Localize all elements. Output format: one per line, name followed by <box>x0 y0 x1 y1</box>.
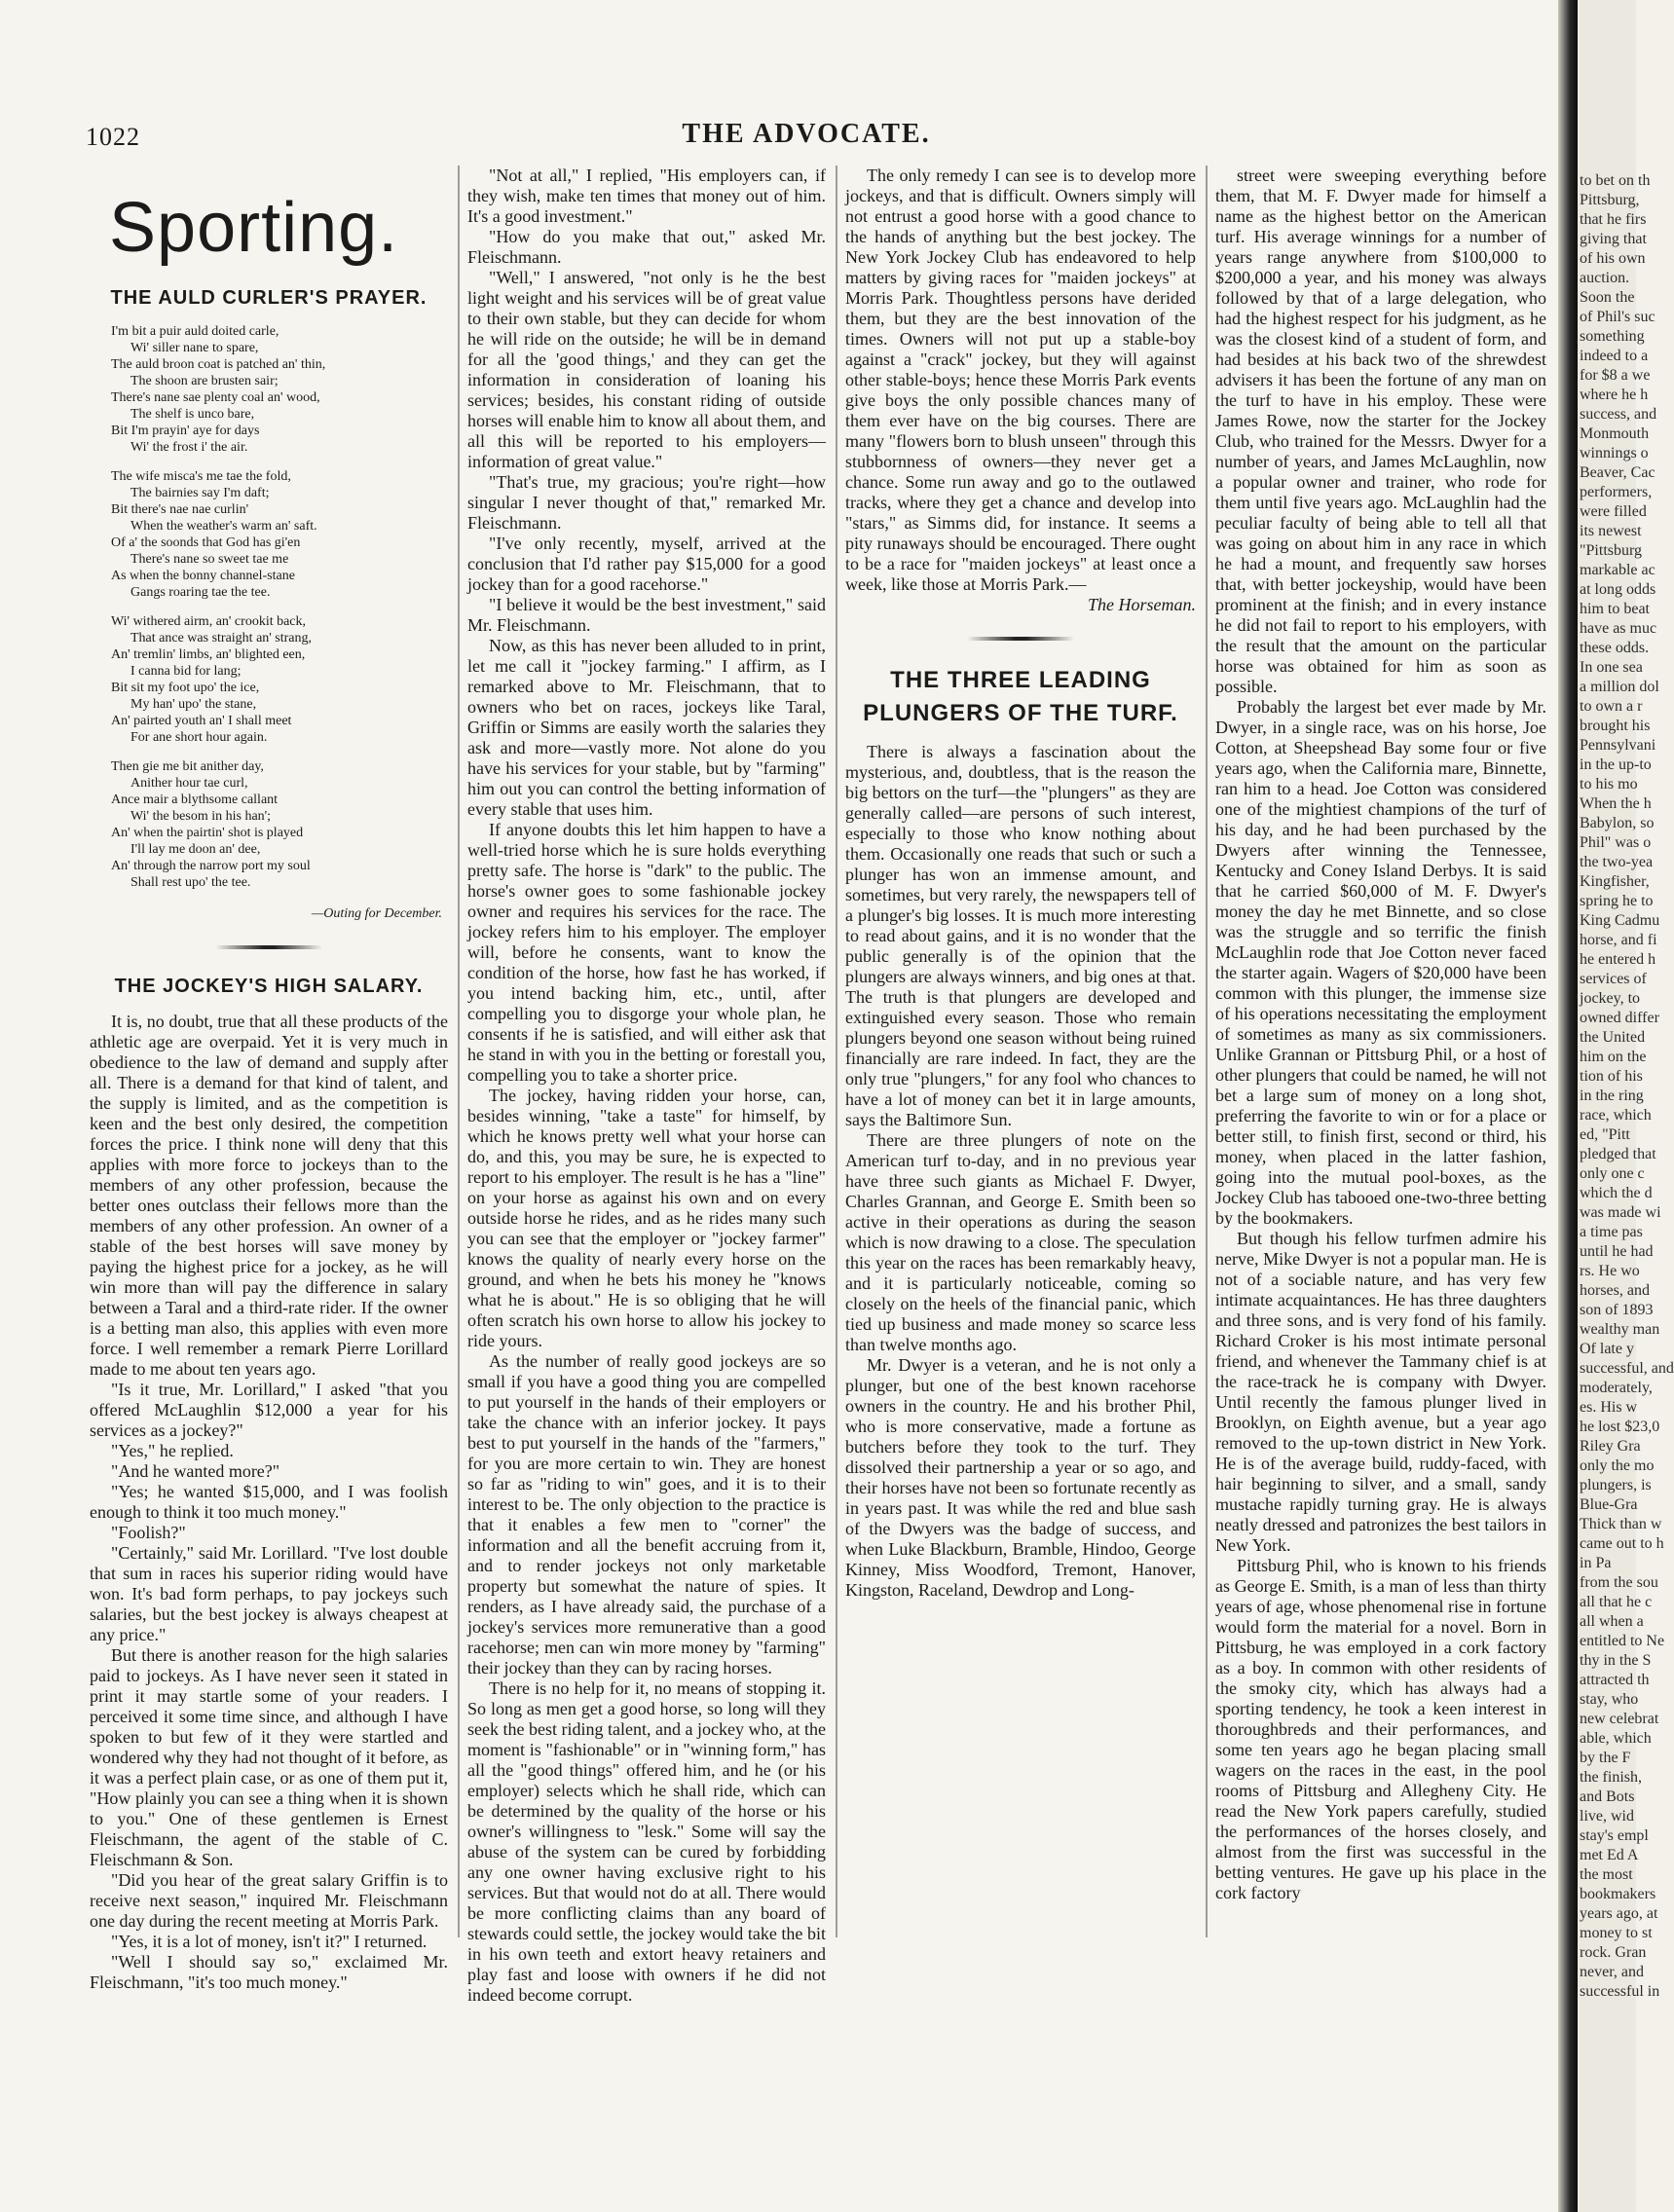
poem-line: I'll lay me doon an' dee, <box>130 842 261 857</box>
paragraph: "And he wanted more?" <box>111 1461 280 1481</box>
poem-stanza <box>111 323 448 456</box>
fragment-line: race, which <box>1580 1107 1652 1124</box>
fragment-line: King Cadmu <box>1580 912 1660 929</box>
poem-line: Wi' the frost i' the air. <box>130 440 248 455</box>
paragraph: There is no help for it, no means of stopping it. So long as men get a good horse, so long will they seek the best riding talent, and a jockey who, at the moment is "fashionable" or in "winning form," has all the "good things" offered him, and he (or his employer) selects which he shall ride, which can be determined by the quality of the horse or his owner's willingness to "lesk." Some will say the abuse of the system can be cured by forbidding any one owner having exclusive right to his services. But that would not do at all. There would be more conflicting claims than any board of stewards could settle, the jockey would take the bit in his own teeth and extort heavy retainers and play fast and loose with owners if he did not indeed become corrupt. <box>467 1678 826 2005</box>
column-1 <box>90 166 448 2205</box>
fragment-line: giving that <box>1580 231 1647 247</box>
fragment-line: its newest <box>1580 523 1642 539</box>
fragment-line: were filled <box>1580 503 1647 520</box>
poem-stanza <box>111 758 448 891</box>
fragment-line: stay, who <box>1580 1691 1639 1708</box>
poem <box>111 323 448 891</box>
poem-credit: —Outing for December. <box>311 906 442 921</box>
fragment-line: brought his <box>1580 718 1651 734</box>
paragraph: "How do you make that out," asked Mr. Fleischmann. <box>467 227 826 267</box>
article-body-jockey-part1 <box>90 1012 448 1993</box>
poem-line: An' pairted youth an' I shall meet <box>111 714 292 728</box>
fragment-line: indeed to a <box>1580 348 1649 364</box>
poem-line: An' through the narrow port my soul <box>111 859 311 873</box>
column-rule <box>1206 166 1208 1937</box>
fragment-line: In one sea <box>1580 659 1643 676</box>
poem-line: Ance mair a blythsome callant <box>111 793 279 807</box>
page-header <box>86 117 1527 156</box>
fragment-line: es. His w <box>1580 1399 1638 1416</box>
ornamental-rule <box>215 945 322 949</box>
fragment-line: Phil" was o <box>1580 834 1652 851</box>
column-3 <box>845 166 1196 2205</box>
fragment-line: success, and <box>1580 406 1657 423</box>
paragraph: There are three plungers of note on the American turf to-day, and in no previous year have three such giants as Michael F. Dwyer, Charles Grannan, and George E. Smith been so active in their operations as during the season which is now drawing to a close. The speculation this year on the races has been remarkably heavy, and it is particularly noticeable, coming so closely on the heels of the financial panic, which tied up business and made money so scarce less than twelve months ago. <box>845 1130 1196 1354</box>
fragment-line: for $8 a we <box>1580 367 1651 384</box>
fragment-line: thy in the S <box>1580 1652 1652 1669</box>
fragment-line: tion of his <box>1580 1068 1643 1085</box>
paragraph: But there is another reason for the high salaries paid to jockeys. As I have never seen it stated in print it may startle some of your readers. I perceived it some time since, and although I have spoken to but few of it they were startled and wondered why they had not thought of it before, as it was a perfect plain case, or as one of them put it, "How plainly you can see a thing when it is shown to you." One of these gentlemen is Ernest Fleischmann, the agent of the stable of C. Fleischmann & Son. <box>90 1645 448 1869</box>
column-2 <box>467 166 826 2205</box>
fragment-line: successful in <box>1580 1983 1660 2000</box>
paragraph: If anyone doubts this let him happen to have a well-tried horse which he is sure holds everything pretty safe. The horse is "dark" to the public. The horse's owner goes to some fashionable jockey owner and requires his services for the race. The jockey refers him to his employer. The employer will, before he consents, want to know the condition of the horse, how fast he has worked, if you intend backing him, etc., until, after compelling you to disgorge your whole plan, he consents if he is satisfied, and will either ask that he stand in with you in the betting or forestall you, compelling you to take a shorter price. <box>467 820 826 1085</box>
fragment-line: new celebrat <box>1580 1711 1659 1727</box>
fragment-line: spring he to <box>1580 893 1654 909</box>
fragment-line: the finish, <box>1580 1769 1642 1786</box>
paragraph: The jockey, having ridden your horse, can, besides winning, "take a taste" for himself, by which he knows pretty well what your horse can do, and this, you may be sure, he is expected to report to his employer. The result is he has a "line" on your horse as against his own and on every outside horse he rides, and as he rides many such you can see that the employer or "jockey farmer" knows the quality of nearly every horse on the ground, and when he bets his money he "knows what he is about." He is so obliging that he will often scratch his own horse to allow his jockey to ride yours. <box>467 1086 826 1350</box>
fragment-line: him on the <box>1580 1049 1647 1065</box>
page-number: 1022 <box>86 123 140 151</box>
fragment-line: Soon the <box>1580 289 1635 306</box>
fragment-line: pledged that <box>1580 1146 1656 1162</box>
poem-line: The auld broon coat is patched an' thin, <box>111 357 326 372</box>
book-gutter <box>1558 0 1578 2212</box>
adjacent-page-fragment <box>1578 0 1674 2212</box>
poem-line: My han' upo' the stane, <box>130 697 257 712</box>
poem-line: Wi' withered airm, an' crookit back, <box>111 614 307 629</box>
paragraph: "Foolish?" <box>111 1523 186 1542</box>
poem-line: Wi' siller nane to spare, <box>130 341 259 355</box>
poem-line: That ance was straight an' strang, <box>130 631 313 645</box>
fragment-line: he entered h <box>1580 951 1656 968</box>
fragment-line: in Pa <box>1580 1555 1612 1571</box>
section-title: Sporting. <box>109 189 399 267</box>
fragment-line: Pennsylvani <box>1580 737 1656 754</box>
fragment-line: he lost $23,0 <box>1580 1419 1660 1435</box>
fragment-line: rs. He wo <box>1580 1263 1640 1279</box>
poem-line: Shall rest upo' the tee. <box>130 875 251 890</box>
fragment-line: stay's empl <box>1580 1827 1649 1844</box>
paragraph: The only remedy I can see is to develop more jockeys, and that is difficult. Owners simply will not entrust a good horse with a good chance to the hands of anything but the best jockey. The New York Jockey Club has endeavored to help matters by giving races for "maiden jockeys" at Morris Park. Thoughtless persons have derided them, but they are the best innovation of the times. Owners will not put up a stable-boy against a "crack" jockey, but they will against other stable-boys; hence these Morris Park events give boys the only possible chances many of them ever have on the big courses. There are many "flowers born to blush unseen" through this stubbornness of owners—they never get a chance. Some run away and go to the outlawed tracks, where they get a chance and develop into "stars," as Simms did, for instance. It seems a pity runaways should be encouraged. There ought to be a race for "maiden jockeys" at least once a week, like those at Morris Park.— <box>845 166 1196 594</box>
paragraph: "Yes; he wanted $15,000, and I was foolish enough to think it too much money." <box>90 1482 448 1522</box>
fragment-line: Monmouth <box>1580 425 1650 442</box>
poem-line: Wi' the besom in his han'; <box>130 809 272 824</box>
fragment-line: money to st <box>1580 1925 1653 1941</box>
fragment-line: owned differ <box>1580 1010 1659 1026</box>
fragment-line: years ago, at <box>1580 1905 1658 1922</box>
paragraph: "Not at all," I replied, "His employers can, if they wish, make ten times that money out of him. It's a good investment." <box>467 166 826 226</box>
fragment-line: Thick than w <box>1580 1516 1662 1532</box>
paragraph: There is always a fascination about the mysterious, and, doubtless, that is the reason the big bettors on the turf—the "plungers" as they are generally called—are persons of such interest, especially to those who know nothing about them. Occasionally one reads that such or such a plunger has won an immense amount, and sometimes, but very rarely, the newspapers tell of a plunger's big losses. It is much more interesting to read about gains, and it is no wonder that the public generally is of the opinion that the plungers are always winners, and big ones at that. The truth is that plungers are developed and extinguished every season. Those who remain plungers beyond one season without being ruined financially are rare indeed. In fact, they are the only true "plungers," for any fool who chances to have a lot of money can bet it in large amounts, says the Baltimore Sun. <box>845 742 1196 1129</box>
fragment-line: something <box>1580 328 1645 345</box>
poem-stanza <box>111 613 448 746</box>
fragment-line: was made wi <box>1580 1204 1661 1221</box>
fragment-line: bookmakers <box>1580 1886 1656 1902</box>
fragment-line: Of late y <box>1580 1341 1634 1357</box>
paragraph: Probably the largest bet ever made by Mr. Dwyer, in a single race, was on his horse, Joe Cotton, at Sheepshead Bay some four or five years ago, when the California mare, Binnette, ran him to a head. Joe Cotton was considered one of the mightiest champions of the turf of his day, and he had been purchased by the Dwyers after winning the Tennessee, Kentucky and Coney Island Derbys. It is said that he carried $60,000 of M. F. Dwyer's money the day he met Binnette, and so close was the struggle and so terrific the finish McLaughlin rode that Joe Cotton never faced the starter again. Wagers of $20,000 have been common with this plunger, the immense size of his operations necessitating the employment of sometimes as many as six commissioners. Unlike Grannan or Pittsburg Phil, or a host of other plungers that could be named, he will not bet a large sum of money on a long shot, preferring the favorite to win or for a place or better still, to finish first, second or third, his money, when placed in the latter fashion, going into the mutual pool-boxes, as the Jockey Club has tabooed one-two-three betting by the bookmakers. <box>1215 697 1546 1228</box>
article-title-plungers: THE THREE LEADING PLUNGERS OF THE TURF. <box>863 667 1178 726</box>
fragment-line: son of 1893 <box>1580 1302 1654 1318</box>
fragment-line: Blue-Gra <box>1580 1496 1638 1513</box>
paragraph: "Is it true, Mr. Lorillard," I asked "that you offered McLaughlin $12,000 a year for his services as a jockey?" <box>90 1380 448 1440</box>
fragment-line: of his own <box>1580 250 1646 267</box>
fragment-line: until he had <box>1580 1243 1654 1260</box>
fragment-line: by the F <box>1580 1750 1631 1766</box>
paragraph: "Well," I answered, "not only is he the best light weight and his services will be of great value to their own stable, but they can decide for whom he will ride on the outside; he will be in demand for all the 'good things,' and they can get the information in consideration of loaning his services; besides, his constant riding of outside horses will enable him to know all about them, and all this will be reported to his employers—information of great value." <box>467 268 826 471</box>
article-title-curler: THE AULD CURLER'S PRAYER. <box>110 287 428 309</box>
fragment-line: horses, and <box>1580 1282 1650 1299</box>
fragment-line: jockey, to <box>1580 990 1641 1007</box>
poem-line: There's nane so sweet tae me <box>130 552 289 567</box>
fragment-line: moderately, <box>1580 1380 1653 1396</box>
fragment-line: the most <box>1580 1866 1633 1883</box>
fragment-line: only one c <box>1580 1165 1645 1182</box>
poem-stanza <box>111 468 448 601</box>
poem-line: Bit sit my foot upo' the ice, <box>111 681 260 695</box>
poem-line: Of a' the soonds that God has gi'en <box>111 535 301 550</box>
fragment-line: plungers, is <box>1580 1477 1652 1493</box>
fragment-line: horse, and fi <box>1580 932 1657 948</box>
article-body-jockey-part3 <box>845 166 1196 595</box>
fragment-line: met Ed A <box>1580 1847 1639 1863</box>
poem-line: The shelf is unco bare, <box>130 407 255 422</box>
fragment-line: a time pas <box>1580 1224 1643 1240</box>
poem-line: An' when the pairtin' shot is played <box>111 826 304 840</box>
fragment-line: these odds. <box>1580 640 1650 656</box>
running-head: THE ADVOCATE. <box>682 119 931 149</box>
fragment-line: to his mo <box>1580 776 1638 793</box>
fragment-line: came out to h <box>1580 1535 1664 1552</box>
poem-line: For ane short hour again. <box>130 730 268 745</box>
fragment-line: Beaver, Cac <box>1580 464 1655 481</box>
fragment-line: services of <box>1580 971 1647 987</box>
fragment-line: attracted th <box>1580 1672 1650 1688</box>
paragraph: Now, as this has never been alluded to in print, let me call it "jockey farming." I affirm, as I remarked above to Mr. Fleischmann, that to owners who bet on races, jockeys like Taral, Griffin or Simms are easily worth the salaries they ask and more—vastly more. Not alone do you have his services for your stable, but by "farming" him out you can control the betting information of every stable that uses him. <box>467 636 826 819</box>
fragment-line: in the ring <box>1580 1088 1644 1104</box>
paragraph: Pittsburg Phil, who is known to his friends as George E. Smith, is a man of less than thirty years of age, whose phenomenal rise in fortune would form the material for a novel. Born in Pittsburg, he was employed in a cork factory as a boy. In common with other residents of the smoky city, which has always had a sporting tendency, he took a keen interest in thoroughbreds and their performances, and some ten years ago he began placing small wagers on the races in the east, in the pool rooms of Pittsburg and Allegheny City. He read the New York papers carefully, studied the performances of the horses closely, and almost from the first was successful in the betting ventures. He gave up his place in the cork factory <box>1215 1556 1546 1902</box>
poem-line: When the weather's warm an' saft. <box>130 519 317 534</box>
fragment-line: only the mo <box>1580 1457 1655 1474</box>
paragraph: "I've only recently, myself, arrived at the conclusion that I'd rather pay $15,000 for a good jockey than for a good racehorse." <box>467 534 826 594</box>
poem-line: I canna bid for lang; <box>130 664 242 679</box>
paragraph: "Yes," he replied. <box>111 1441 234 1460</box>
fragment-line: at long odds <box>1580 581 1656 598</box>
fragment-line: in the up-to <box>1580 756 1652 773</box>
paragraph: "Yes, it is a lot of money, isn't it?" I returned. <box>111 1932 428 1951</box>
fragment-line: have as muc <box>1580 620 1657 637</box>
fragment-line: the two-yea <box>1580 854 1654 870</box>
fragment-line: Babylon, so <box>1580 815 1655 831</box>
poem-line: The bairnies say I'm daft; <box>130 486 270 500</box>
fragment-line: to bet on th <box>1580 172 1651 189</box>
fragment-line: When the h <box>1580 795 1652 812</box>
fragment-line: rock. Gran <box>1580 1944 1647 1961</box>
poem-line: I'm bit a puir auld doited carle, <box>111 324 279 339</box>
fragment-line: which the d <box>1580 1185 1653 1201</box>
poem-line: The wife misca's me tae the fold, <box>111 469 291 484</box>
fragment-line: performers, <box>1580 484 1653 500</box>
fragment-line: ed, "Pitt <box>1580 1126 1630 1143</box>
fragment-line: to own a r <box>1580 698 1643 715</box>
article-title-jockey: THE JOCKEY'S HIGH SALARY. <box>114 976 424 997</box>
poem-line: As when the bonny channel-stane <box>111 569 295 583</box>
fragment-line: successful, and <box>1580 1360 1674 1377</box>
fragment-line: him to beat <box>1580 601 1650 617</box>
poem-line: Then gie me bit anither day, <box>111 759 264 774</box>
fragment-line: able, which <box>1580 1730 1652 1747</box>
poem-line: There's nane sae plenty coal an' wood, <box>111 390 320 405</box>
article-body-plungers-part1 <box>845 742 1196 1601</box>
article-credit-jockey: The Horseman. <box>1088 595 1196 614</box>
paragraph: "I believe it would be the best investment," said Mr. Fleischmann. <box>467 595 826 635</box>
paragraph: street were sweeping everything before them, that M. F. Dwyer made for himself a name as the highest bettor on the American turf. His average winnings for a number of years range anywhere from $100,000 to $200,000 a year, and his money was always followed by that of a large delegation, who had the highest respect for his judgment, as he was the closest kind of a student of form, and had besides at his back two of the shrewdest advisers it has been the fortune of any man on the turf to have in his employ. These were James Rowe, now the starter for the Jockey Club, who trained for the Messrs. Dwyer for a number of years, and James McLaughlin, now a popular owner and trainer, who rode for them until five years ago. McLaughlin had the peculiar faculty of being able to tell all that was going on about him in any race in which he had a mount, and frequently saw horses that, with better jockeyship, would have been prominent at the finish; and in every instance he did not fail to report to his employers, with the result that the amount on the particular horse was obtained for him as soon as possible. <box>1215 166 1546 696</box>
fragment-line: never, and <box>1580 1964 1644 1980</box>
paragraph: But though his fellow turfmen admire his nerve, Mike Dwyer is not a popular man. He is not of a sociable nature, and has very few intimate acquaintances. He has three daughters and three sons, and is very fond of his family. Richard Croker is his most intimate personal friend, and whenever the Tammany chief is at the race-track he is company with Dwyer. Until recently the famous plunger lived in Brooklyn, on Eighth avenue, but a year ago removed to the up-town district in New York. He is of the average build, ruddy-faced, with hair beginning to silver, and a small, sandy mustache rapidly turning gray. He is always neatly dressed and patronizes the best tailors in New York. <box>1215 1229 1546 1555</box>
fragment-line: from the sou <box>1580 1574 1658 1591</box>
paragraph: "Well I should say so," exclaimed Mr. Fleischmann, "it's too much money." <box>90 1952 448 1992</box>
ornamental-rule <box>967 637 1074 641</box>
paragraph: As the number of really good jockeys are so small if you have a good thing you are compelled to put yourself in the hands of their employers or take the chance with an inferior jockey. It pays best to put yourself in the hands of the "farmers," for you are more certain to win. They are honest so far as "riding to win" goes, and it is to their interest to be. The only objection to the practice is that it enables a few men to "corner" the information and all the benefit accruing from it, and to render jockeys not only marketable property but somewhat the nature of spies. It renders, as I have already said, the purchase of a jockey's services more remunerative than a good racehorse; men can win more money by "farming" their jockey than they can by racing horses. <box>467 1351 826 1677</box>
poem-line: Gangs roaring tae the tee. <box>130 585 271 600</box>
paragraph: "Certainly," said Mr. Lorillard. "I've lost double that sum in races his superior riding would have won. It's bad form perhaps, to pay jockeys such salaries, but the best jockey is always cheapest at any price." <box>90 1543 448 1644</box>
fragment-line: live, wid <box>1580 1808 1634 1825</box>
poem-line: Bit I'm prayin' aye for days <box>111 424 260 438</box>
fragment-line: markable ac <box>1580 562 1655 578</box>
fragment-line: of Phil's suc <box>1580 309 1655 325</box>
fragment-line: a million dol <box>1580 679 1659 695</box>
fragment-line: all that he c <box>1580 1594 1653 1610</box>
fragment-line: that he firs <box>1580 211 1647 228</box>
fragment-line: where he h <box>1580 387 1649 403</box>
paragraph: "Did you hear of the great salary Griffin is to receive next season," inquired Mr. Fleischmann one day during the recent meeting at Morris Park. <box>90 1870 448 1931</box>
poem-line: Anither hour tae curl, <box>130 776 248 791</box>
adjacent-page-text <box>1578 0 1674 2002</box>
column-4 <box>1215 166 1546 2205</box>
paragraph: It is, no doubt, true that all these products of the athletic age are overpaid. Yet it is very much in obedience to the law of demand and supply after all. There is a demand for that kind of talent, and the supply is limited, and as the competition is keen and the best only desired, the competition forces the price. I think none will deny that this applies with more force to jockeys than to the members of any other profession, because the better ones outclass their fellows more than the members of any other profession. An owner of a stable of the best horses will save money by paying the highest price for a jockey, as he will win more than will pay the difference in salary between a Taral and a third-rate rider. If the owner is a betting man also, this applies with even more force. I well remember a remark Pierre Lorillard made to me about ten years ago. <box>90 1012 448 1379</box>
paragraph: "That's true, my gracious; you're right—how singular I never thought of that," remarked Mr. Fleischmann. <box>467 472 826 533</box>
fragment-line: the United <box>1580 1029 1646 1046</box>
column-rule <box>458 166 460 1937</box>
fragment-line: and Bots <box>1580 1788 1635 1805</box>
paragraph: Mr. Dwyer is a veteran, and he is not only a plunger, but one of the best known racehorse owners in the country. He and his brother Phil, who is more conservative, made a fortune as butchers before they took to the turf. They dissolved their partnership a year or so ago, and their horses have not been so fortunate recently as in years past. It was while the red and blue sash of the Dwyers was the badge of success, and when Luke Blackburn, Bramble, Hindoo, George Kinney, Miss Woodford, Tremont, Hanover, Kingston, Raceland, Dewdrop and Long- <box>845 1355 1196 1600</box>
fragment-line: Pittsburg, <box>1580 192 1640 208</box>
column-rule <box>836 166 837 1937</box>
fragment-line: Kingfisher, <box>1580 873 1650 890</box>
poem-line: Bit there's nae nae curlin' <box>111 502 249 517</box>
poem-line: The shoon are brusten sair; <box>130 374 279 388</box>
fragment-line: auction. <box>1580 270 1630 286</box>
fragment-line: "Pittsburg <box>1580 542 1643 559</box>
fragment-line: entitled to Ne <box>1580 1633 1665 1649</box>
fragment-line: winnings o <box>1580 445 1649 461</box>
fragment-line: wealthy man <box>1580 1321 1660 1338</box>
fragment-line: all when a <box>1580 1613 1644 1630</box>
fragment-line: Riley Gra <box>1580 1438 1641 1455</box>
poem-line: An' tremlin' limbs, an' blighted een, <box>111 647 306 662</box>
